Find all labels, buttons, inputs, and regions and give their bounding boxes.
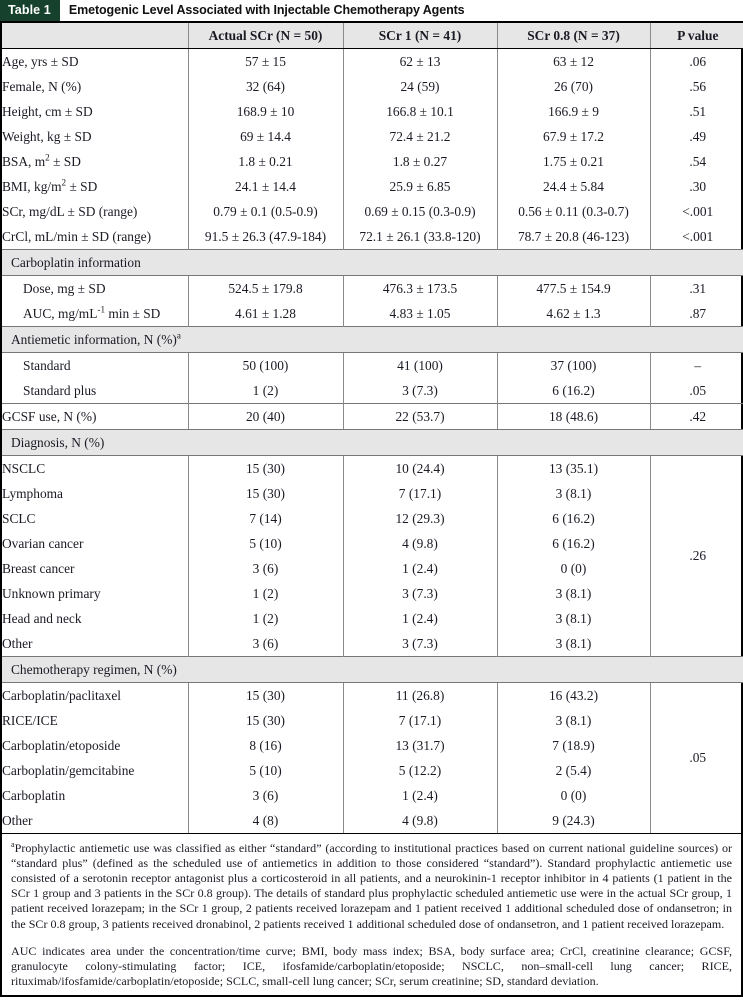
cell-dose-p: .31 — [650, 276, 743, 302]
section-header-antiemetic — [2, 327, 743, 353]
cell-weight-g3: 67.9 ± 17.2 — [497, 124, 650, 149]
cell-scr-p: <.001 — [650, 199, 743, 224]
cell-dose-g3: 477.5 ± 154.9 — [497, 276, 650, 302]
cell-sclc-g2: 12 (29.3) — [343, 506, 497, 531]
cell-weight-g1: 69 ± 14.4 — [188, 124, 343, 149]
table-row — [2, 556, 743, 581]
cell-carbo-pac-g1: 15 (30) — [188, 683, 343, 709]
table-body — [2, 49, 743, 834]
footnote-abbreviations: AUC indicates area under the concentration/time curve; BMI, body mass index; BSA, body surface area; CrCl, creatinine clearance; GCSF, granulocyte colony-stimulating factor; ICE, ifosfamide/carboplatin/etoposide; NSCLC, non–small-cell lung cancer; RICE, rituximab/ifosfamide/carboplatin/etoposide; SCLC, small-cell lung cancer; SCr, serum creatinine; SD, standard deviation. — [11, 943, 732, 988]
table-row — [2, 758, 743, 783]
table-row — [2, 808, 743, 833]
row-label-breast-cancer: Breast cancer — [2, 560, 75, 576]
cell-standard-g3: 37 (100) — [497, 353, 650, 379]
cell-gcsf-p: .42 — [650, 404, 743, 430]
cell-carbo-gem-g3: 2 (5.4) — [497, 758, 650, 783]
characteristics-table — [2, 23, 743, 833]
cell-carbo-pac-g3: 16 (43.2) — [497, 683, 650, 709]
table-row — [2, 531, 743, 556]
cell-lymphoma-g1: 15 (30) — [188, 481, 343, 506]
table-row — [2, 124, 743, 149]
cell-female-g3: 26 (70) — [497, 74, 650, 99]
cell-diag-other-g2: 3 (7.3) — [343, 631, 497, 657]
cell-bmi-g2: 25.9 ± 6.85 — [343, 174, 497, 199]
table-row — [2, 74, 743, 99]
row-label-age: Age, yrs ± SD — [2, 53, 79, 69]
cell-carbo-g2: 1 (2.4) — [343, 783, 497, 808]
column-header-actual-scr: Actual SCr (N = 50) — [188, 23, 343, 49]
row-label-standard-plus: Standard plus — [23, 382, 97, 398]
cell-carbo-g1: 3 (6) — [188, 783, 343, 808]
cell-lymphoma-g2: 7 (17.1) — [343, 481, 497, 506]
cell-weight-g2: 72.4 ± 21.2 — [343, 124, 497, 149]
cell-reg-other-g3: 9 (24.3) — [497, 808, 650, 833]
footnote-a — [11, 841, 732, 932]
cell-dose-g2: 476.3 ± 173.5 — [343, 276, 497, 302]
table-header-row — [2, 23, 743, 49]
table-row — [2, 631, 743, 657]
cell-crcl-g3: 78.7 ± 20.8 (46-123) — [497, 224, 650, 250]
row-label-head-and-neck: Head and neck — [2, 610, 82, 626]
cell-rice-ice-g1: 15 (30) — [188, 708, 343, 733]
section-header-antiemetic-pre: Antiemetic information, N (%) — [11, 331, 177, 347]
row-label-gcsf: GCSF use, N (%) — [2, 404, 188, 430]
cell-rice-ice-g2: 7 (17.1) — [343, 708, 497, 733]
row-label-bsa — [2, 149, 188, 174]
page-title: Emetogenic Level Associated with Injectable Chemotherapy Agents — [68, 3, 465, 17]
column-header-p-value: P value — [650, 23, 743, 49]
cell-carbo-pac-g2: 11 (26.8) — [343, 683, 497, 709]
table-footnotes — [2, 833, 741, 995]
cell-standard-plus-g3: 6 (16.2) — [497, 378, 650, 404]
row-label-rice-ice: RICE/ICE — [2, 712, 58, 728]
cell-standard-plus-g1: 1 (2) — [188, 378, 343, 404]
row-label-bmi — [2, 174, 188, 199]
cell-height-g1: 168.9 ± 10 — [188, 99, 343, 124]
cell-breast-g1: 3 (6) — [188, 556, 343, 581]
cell-standard-p: – — [650, 353, 743, 379]
cell-height-g3: 166.9 ± 9 — [497, 99, 650, 124]
table-row — [2, 733, 743, 758]
row-label-sclc: SCLC — [2, 510, 36, 526]
cell-lymphoma-g3: 3 (8.1) — [497, 481, 650, 506]
row-label-crcl: CrCl, mL/min ± SD (range) — [2, 228, 152, 244]
cell-female-p: .56 — [650, 74, 743, 99]
cell-dose-g1: 524.5 ± 179.8 — [188, 276, 343, 302]
cell-unknown-g2: 3 (7.3) — [343, 581, 497, 606]
cell-regimen-p: .05 — [650, 683, 743, 834]
cell-nsclc-g1: 15 (30) — [188, 456, 343, 482]
footnote-marker-a: a — [176, 330, 181, 341]
cell-female-g2: 24 (59) — [343, 74, 497, 99]
cell-ovarian-g1: 5 (10) — [188, 531, 343, 556]
row-label-standard: Standard — [23, 357, 71, 373]
row-label-nsclc: NSCLC — [2, 460, 46, 476]
table-row — [2, 174, 743, 199]
cell-standard-g1: 50 (100) — [188, 353, 343, 379]
row-label-female: Female, N (%) — [2, 78, 82, 94]
row-label-bmi-sup: 2 — [61, 177, 67, 188]
row-label-bmi-post: ± SD — [66, 178, 98, 194]
cell-diag-other-g1: 3 (6) — [188, 631, 343, 657]
cell-breast-g2: 1 (2.4) — [343, 556, 497, 581]
table-row — [2, 506, 743, 531]
column-header-label — [2, 23, 188, 49]
cell-ovarian-g3: 6 (16.2) — [497, 531, 650, 556]
cell-bmi-p: .30 — [650, 174, 743, 199]
row-label-bmi-pre: BMI, kg/m — [2, 178, 62, 194]
cell-headneck-g1: 1 (2) — [188, 606, 343, 631]
section-header-carboplatin — [2, 250, 743, 276]
table-row — [2, 481, 743, 506]
cell-gcsf-g2: 22 (53.7) — [343, 404, 497, 430]
cell-sclc-g3: 6 (16.2) — [497, 506, 650, 531]
cell-age-g1: 57 ± 15 — [188, 49, 343, 75]
table-row — [2, 224, 743, 250]
section-header-chemotherapy-regimen — [2, 657, 743, 683]
row-label-bsa-sup: 2 — [45, 152, 50, 163]
table-row — [2, 708, 743, 733]
cell-diag-other-g3: 3 (8.1) — [497, 631, 650, 657]
cell-female-g1: 32 (64) — [188, 74, 343, 99]
section-header-antiemetic-label — [2, 327, 743, 353]
cell-sclc-g1: 7 (14) — [188, 506, 343, 531]
table-row — [2, 456, 743, 482]
row-label-carboplatin-gemcitabine: Carboplatin/gemcitabine — [2, 762, 135, 778]
column-header-scr-1: SCr 1 (N = 41) — [343, 23, 497, 49]
cell-nsclc-g3: 13 (35.1) — [497, 456, 650, 482]
cell-carbo-eto-g2: 13 (31.7) — [343, 733, 497, 758]
table-row — [2, 99, 743, 124]
table-row — [2, 49, 743, 75]
row-label-bsa-post: ± SD — [49, 153, 81, 169]
row-label-carboplatin-etoposide: Carboplatin/etoposide — [2, 737, 121, 753]
table-header — [2, 23, 743, 49]
cell-auc-p: .87 — [650, 301, 743, 327]
cell-ovarian-g2: 4 (9.8) — [343, 531, 497, 556]
cell-bmi-g1: 24.1 ± 14.4 — [188, 174, 343, 199]
cell-carbo-g3: 0 (0) — [497, 783, 650, 808]
cell-auc-g1: 4.61 ± 1.28 — [188, 301, 343, 327]
cell-bmi-g3: 24.4 ± 5.84 — [497, 174, 650, 199]
row-label-auc-sup: -1 — [97, 304, 105, 315]
section-header-diagnosis-label: Diagnosis, N (%) — [2, 430, 743, 456]
cell-crcl-g2: 72.1 ± 26.1 (33.8-120) — [343, 224, 497, 250]
row-label-auc-post: min ± SD — [105, 305, 161, 321]
table-row — [2, 353, 743, 379]
table-row — [2, 149, 743, 174]
footnote-a-marker: a — [11, 839, 15, 849]
cell-age-p: .06 — [650, 49, 743, 75]
row-label-carboplatin-paclitaxel: Carboplatin/paclitaxel — [2, 687, 121, 703]
cell-age-g3: 63 ± 12 — [497, 49, 650, 75]
table-title-bar — [0, 0, 743, 23]
cell-carbo-eto-g3: 7 (18.9) — [497, 733, 650, 758]
row-label-bsa-pre: BSA, m — [2, 153, 46, 169]
footnote-a-text: Prophylactic antiemetic use was classified as either “standard” (according to institutional practices based on current national guideline sources) or “standard plus” (defined as the scheduled use of antiemetics in addition to those considered “standard”). Standard prophylactic antiemetic use consisted of a serotonin receptor antagonist plus a corticosteroid in all patients, and a neurokinin-1 receptor inhibitor in 4 patients (1 patient in the SCr 1 group and 3 patients in the SCr 0.8 group). The details of standard plus prophylactic scheduled antiemetic use were in the actual SCr group, 1 patient received lorazepam; in the SCr 1 group, 2 patients received lorazepam and 1 patient received 1 additional scheduled dose of ondansetron; in the SCr 0.8 group, 3 patients received dronabinol, 2 patients received 1 additional scheduled dose of ondansetron, and 1 patient received lorazepam. — [11, 841, 732, 931]
row-label-auc — [2, 301, 188, 327]
row-label-diagnosis-other: Other — [2, 635, 33, 651]
cell-unknown-g1: 1 (2) — [188, 581, 343, 606]
cell-gcsf-g1: 20 (40) — [188, 404, 343, 430]
column-header-scr-08: SCr 0.8 (N = 37) — [497, 23, 650, 49]
cell-bsa-g2: 1.8 ± 0.27 — [343, 149, 497, 174]
row-label-dose: Dose, mg ± SD — [23, 280, 106, 296]
cell-scr-g1: 0.79 ± 0.1 (0.5-0.9) — [188, 199, 343, 224]
cell-scr-g3: 0.56 ± 0.11 (0.3-0.7) — [497, 199, 650, 224]
cell-crcl-p: <.001 — [650, 224, 743, 250]
cell-auc-g2: 4.83 ± 1.05 — [343, 301, 497, 327]
cell-gcsf-g3: 18 (48.6) — [497, 404, 650, 430]
cell-nsclc-g2: 10 (24.4) — [343, 456, 497, 482]
cell-bsa-g1: 1.8 ± 0.21 — [188, 149, 343, 174]
table-number-badge: Table 1 — [0, 0, 60, 21]
cell-height-p: .51 — [650, 99, 743, 124]
table-row — [2, 581, 743, 606]
cell-rice-ice-g3: 3 (8.1) — [497, 708, 650, 733]
table-row — [2, 301, 743, 327]
cell-crcl-g1: 91.5 ± 26.3 (47.9-184) — [188, 224, 343, 250]
cell-standard-plus-g2: 3 (7.3) — [343, 378, 497, 404]
row-label-ovarian-cancer: Ovarian cancer — [2, 535, 84, 551]
row-label-scr: SCr, mg/dL ± SD (range) — [2, 203, 138, 219]
cell-standard-g2: 41 (100) — [343, 353, 497, 379]
cell-breast-g3: 0 (0) — [497, 556, 650, 581]
cell-standard-plus-p: .05 — [650, 378, 743, 404]
table-row — [2, 378, 743, 404]
cell-scr-g2: 0.69 ± 0.15 (0.3-0.9) — [343, 199, 497, 224]
table-row — [2, 606, 743, 631]
row-label-weight: Weight, kg ± SD — [2, 128, 92, 144]
cell-diagnosis-p: .26 — [650, 456, 743, 657]
cell-carbo-gem-g2: 5 (12.2) — [343, 758, 497, 783]
table-row — [2, 276, 743, 302]
cell-height-g2: 166.8 ± 10.1 — [343, 99, 497, 124]
table-row — [2, 783, 743, 808]
cell-age-g2: 62 ± 13 — [343, 49, 497, 75]
cell-carbo-gem-g1: 5 (10) — [188, 758, 343, 783]
cell-headneck-g2: 1 (2.4) — [343, 606, 497, 631]
table-row — [2, 199, 743, 224]
cell-reg-other-g1: 4 (8) — [188, 808, 343, 833]
section-header-carboplatin-label: Carboplatin information — [2, 250, 743, 276]
cell-bsa-g3: 1.75 ± 0.21 — [497, 149, 650, 174]
cell-unknown-g3: 3 (8.1) — [497, 581, 650, 606]
cell-auc-g3: 4.62 ± 1.3 — [497, 301, 650, 327]
row-label-regimen-other: Other — [2, 812, 33, 828]
row-label-height: Height, cm ± SD — [2, 103, 93, 119]
cell-weight-p: .49 — [650, 124, 743, 149]
table-row — [2, 404, 743, 430]
row-label-lymphoma: Lymphoma — [2, 485, 63, 501]
cell-headneck-g3: 3 (8.1) — [497, 606, 650, 631]
row-label-unknown-primary: Unknown primary — [2, 585, 101, 601]
cell-bsa-p: .54 — [650, 149, 743, 174]
section-header-diagnosis — [2, 430, 743, 456]
row-label-auc-pre: AUC, mg/mL — [23, 305, 98, 321]
table-frame — [0, 23, 743, 997]
section-header-regimen-label: Chemotherapy regimen, N (%) — [2, 657, 743, 683]
table-row — [2, 683, 743, 709]
row-label-carboplatin: Carboplatin — [2, 787, 66, 803]
cell-carbo-eto-g1: 8 (16) — [188, 733, 343, 758]
cell-reg-other-g2: 4 (9.8) — [343, 808, 497, 833]
